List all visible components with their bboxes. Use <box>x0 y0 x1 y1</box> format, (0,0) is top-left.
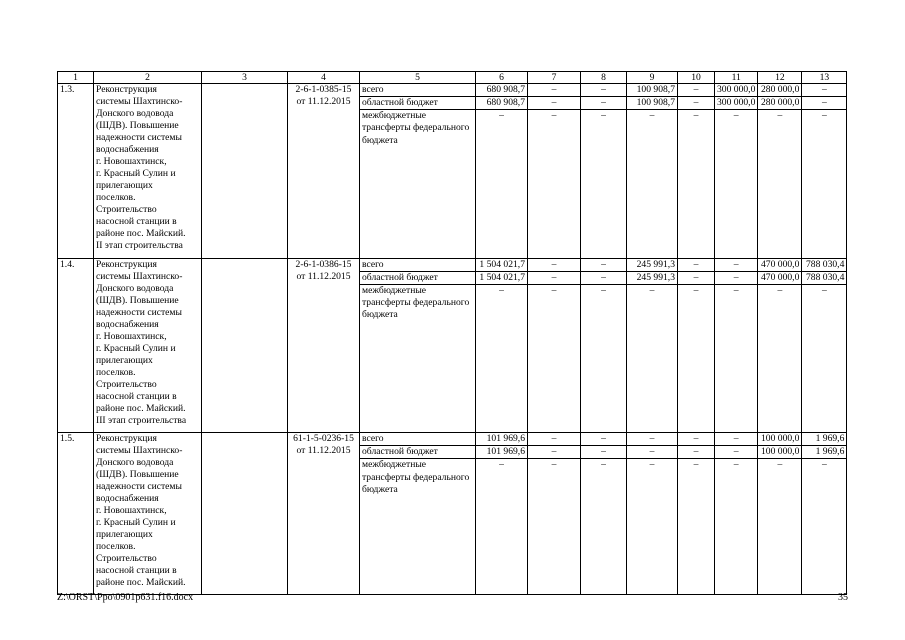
amount-cell: – <box>715 446 758 459</box>
object-description <box>94 258 202 433</box>
description-line: системы Шахтинско- <box>96 270 183 282</box>
column-header: 3 <box>202 72 288 84</box>
description-line: Строительство <box>96 378 157 390</box>
description-line: г. Красный Сулин и <box>96 342 176 354</box>
description-line: насосной станции в <box>96 565 177 577</box>
amount-cell: – <box>802 459 847 595</box>
amount-cell: – <box>678 459 715 595</box>
description-line: районе пос. Майский. <box>96 228 186 239</box>
amount-cell: – <box>581 446 627 459</box>
amount-cell: 101 969,6 <box>476 446 528 459</box>
description-line: г. Красный Сулин и <box>96 517 176 529</box>
description-line: Реконструкция <box>96 258 157 270</box>
amount-cell: – <box>678 84 715 97</box>
column-header: 6 <box>476 72 528 84</box>
amount-cell: – <box>758 110 802 259</box>
column-header: 8 <box>581 72 627 84</box>
footer-file-path: Z:\ORST\Ppo\0901p631.f16.docx <box>57 592 194 603</box>
description-line: прилегающих <box>96 180 153 191</box>
column-header: 13 <box>802 72 847 84</box>
code-line: 2-6-1-0385-15 <box>295 84 352 95</box>
amount-cell: 100 000,0 <box>758 446 802 459</box>
row-number: 1.4. <box>58 258 94 433</box>
object-description <box>94 84 202 259</box>
description-line: водоснабжения <box>96 493 159 505</box>
object-description <box>94 433 202 595</box>
description-line: системы Шахтинско- <box>96 96 183 107</box>
description-line: поселков. <box>96 366 136 378</box>
column-3-cell <box>202 258 288 433</box>
amount-cell: 788 030,4 <box>802 258 847 271</box>
description-line: г. Новошахтинск, <box>96 505 167 517</box>
amount-cell: – <box>581 84 627 97</box>
amount-cell: – <box>627 459 678 595</box>
column-3-cell <box>202 84 288 259</box>
row-number: 1.3. <box>58 84 94 259</box>
expertise-code <box>288 258 360 433</box>
description-line: поселков. <box>96 541 136 553</box>
amount-cell: – <box>528 84 581 97</box>
amount-cell: – <box>528 271 581 284</box>
description-line: Реконструкция <box>96 433 157 445</box>
column-header: 11 <box>715 72 758 84</box>
description-line: (ШДВ). Повышение <box>96 120 179 131</box>
amount-cell: – <box>581 258 627 271</box>
amount-cell: 245 991,3 <box>627 271 678 284</box>
amount-cell: – <box>802 84 847 97</box>
amount-cell: – <box>802 97 847 110</box>
amount-cell: – <box>581 459 627 595</box>
amount-cell: – <box>627 110 678 259</box>
amount-cell: – <box>678 271 715 284</box>
description-line: прилегающих <box>96 529 153 541</box>
funding-source: межбюджетные трансферты федерального бюджета <box>360 110 476 259</box>
amount-cell: – <box>528 446 581 459</box>
amount-cell: – <box>802 110 847 259</box>
footer-page-number: 35 <box>838 592 848 603</box>
description-line: III этап строительства <box>96 414 187 426</box>
funding-source: областной бюджет <box>360 97 476 110</box>
amount-cell: – <box>581 271 627 284</box>
amount-cell: 100 908,7 <box>627 84 678 97</box>
funding-source: областной бюджет <box>360 271 476 284</box>
amount-cell: – <box>715 110 758 259</box>
amount-cell: – <box>715 284 758 433</box>
code-line: 2-6-1-0386-15 <box>295 258 352 270</box>
amount-cell: – <box>678 97 715 110</box>
amount-cell: – <box>715 433 758 446</box>
amount-cell: – <box>476 110 528 259</box>
budget-table <box>57 71 847 595</box>
amount-cell: – <box>528 97 581 110</box>
description-line: районе пос. Майский. <box>96 577 186 589</box>
description-line: прилегающих <box>96 354 153 366</box>
amount-cell: – <box>528 284 581 433</box>
amount-cell: – <box>678 258 715 271</box>
amount-cell: 280 000,0 <box>758 97 802 110</box>
description-line: (ШДВ). Повышение <box>96 294 179 306</box>
funding-source: всего <box>360 84 476 97</box>
column-header: 4 <box>288 72 360 84</box>
description-line: (ШДВ). Повышение <box>96 469 179 481</box>
description-line: надежности системы <box>96 132 182 143</box>
funding-source: всего <box>360 258 476 271</box>
amount-cell: – <box>581 433 627 446</box>
expertise-code <box>288 433 360 595</box>
description-line: поселков. <box>96 192 136 203</box>
description-line: районе пос. Майский. <box>96 402 186 414</box>
amount-cell: – <box>476 284 528 433</box>
amount-cell: – <box>715 271 758 284</box>
description-line: надежности системы <box>96 481 182 493</box>
amount-cell: – <box>627 433 678 446</box>
amount-cell: 100 000,0 <box>758 433 802 446</box>
column-header: 1 <box>58 72 94 84</box>
amount-cell: 470 000,0 <box>758 271 802 284</box>
description-line: насосной станции в <box>96 390 177 402</box>
amount-cell: 1 504 021,7 <box>476 258 528 271</box>
row-number: 1.5. <box>58 433 94 595</box>
amount-cell: 680 908,7 <box>476 97 528 110</box>
amount-cell: – <box>678 446 715 459</box>
column-header: 12 <box>758 72 802 84</box>
description-line: II этап строительства <box>96 240 183 251</box>
amount-cell: 1 969,6 <box>802 433 847 446</box>
description-line: г. Новошахтинск, <box>96 330 167 342</box>
description-line: водоснабжения <box>96 144 159 155</box>
column-header: 5 <box>360 72 476 84</box>
header-row <box>58 72 847 84</box>
amount-cell: – <box>802 284 847 433</box>
description-line: системы Шахтинско- <box>96 445 183 457</box>
description-line: Донского водовода <box>96 457 174 469</box>
amount-cell: 788 030,4 <box>802 271 847 284</box>
table-row <box>58 84 847 97</box>
funding-source: всего <box>360 433 476 446</box>
amount-cell: – <box>678 284 715 433</box>
code-line: от 11.12.2015 <box>296 96 351 107</box>
amount-cell: – <box>678 110 715 259</box>
code-line: от 11.12.2015 <box>296 445 351 457</box>
funding-source: межбюджетные трансферты федерального бюджета <box>360 284 476 433</box>
amount-cell: 470 000,0 <box>758 258 802 271</box>
description-line: водоснабжения <box>96 318 159 330</box>
amount-cell: 101 969,6 <box>476 433 528 446</box>
table-row <box>58 258 847 271</box>
description-line: насосной станции в <box>96 216 177 227</box>
amount-cell: – <box>758 284 802 433</box>
amount-cell: 1 969,6 <box>802 446 847 459</box>
description-line: надежности системы <box>96 306 182 318</box>
amount-cell: – <box>581 97 627 110</box>
code-line: 61-1-5-0236-15 <box>293 433 354 445</box>
amount-cell: – <box>528 258 581 271</box>
description-line: г. Красный Сулин и <box>96 168 176 179</box>
description-line: Строительство <box>96 204 157 215</box>
amount-cell: – <box>627 446 678 459</box>
amount-cell: – <box>581 284 627 433</box>
amount-cell: 245 991,3 <box>627 258 678 271</box>
amount-cell: – <box>627 284 678 433</box>
amount-cell: – <box>528 433 581 446</box>
description-line: Донского водовода <box>96 108 174 119</box>
amount-cell: – <box>581 110 627 259</box>
column-3-cell <box>202 433 288 595</box>
amount-cell: – <box>715 258 758 271</box>
amount-cell: – <box>528 459 581 595</box>
amount-cell: – <box>476 459 528 595</box>
amount-cell: 1 504 021,7 <box>476 271 528 284</box>
amount-cell: – <box>528 110 581 259</box>
amount-cell: – <box>715 459 758 595</box>
description-line: Строительство <box>96 553 157 565</box>
column-header: 7 <box>528 72 581 84</box>
description-line: Реконструкция <box>96 84 157 95</box>
amount-cell: – <box>678 433 715 446</box>
column-header: 9 <box>627 72 678 84</box>
column-header: 10 <box>678 72 715 84</box>
description-line: Донского водовода <box>96 282 174 294</box>
funding-source: областной бюджет <box>360 446 476 459</box>
code-line: от 11.12.2015 <box>296 270 351 282</box>
amount-cell: – <box>758 459 802 595</box>
expertise-code <box>288 84 360 259</box>
amount-cell: 280 000,0 <box>758 84 802 97</box>
amount-cell: 300 000,0 <box>715 97 758 110</box>
table-row <box>58 433 847 446</box>
amount-cell: 300 000,0 <box>715 84 758 97</box>
funding-source: межбюджетные трансферты федерального бюджета <box>360 459 476 595</box>
amount-cell: 680 908,7 <box>476 84 528 97</box>
description-line: г. Новошахтинск, <box>96 156 167 167</box>
column-header: 2 <box>94 72 202 84</box>
amount-cell: 100 908,7 <box>627 97 678 110</box>
